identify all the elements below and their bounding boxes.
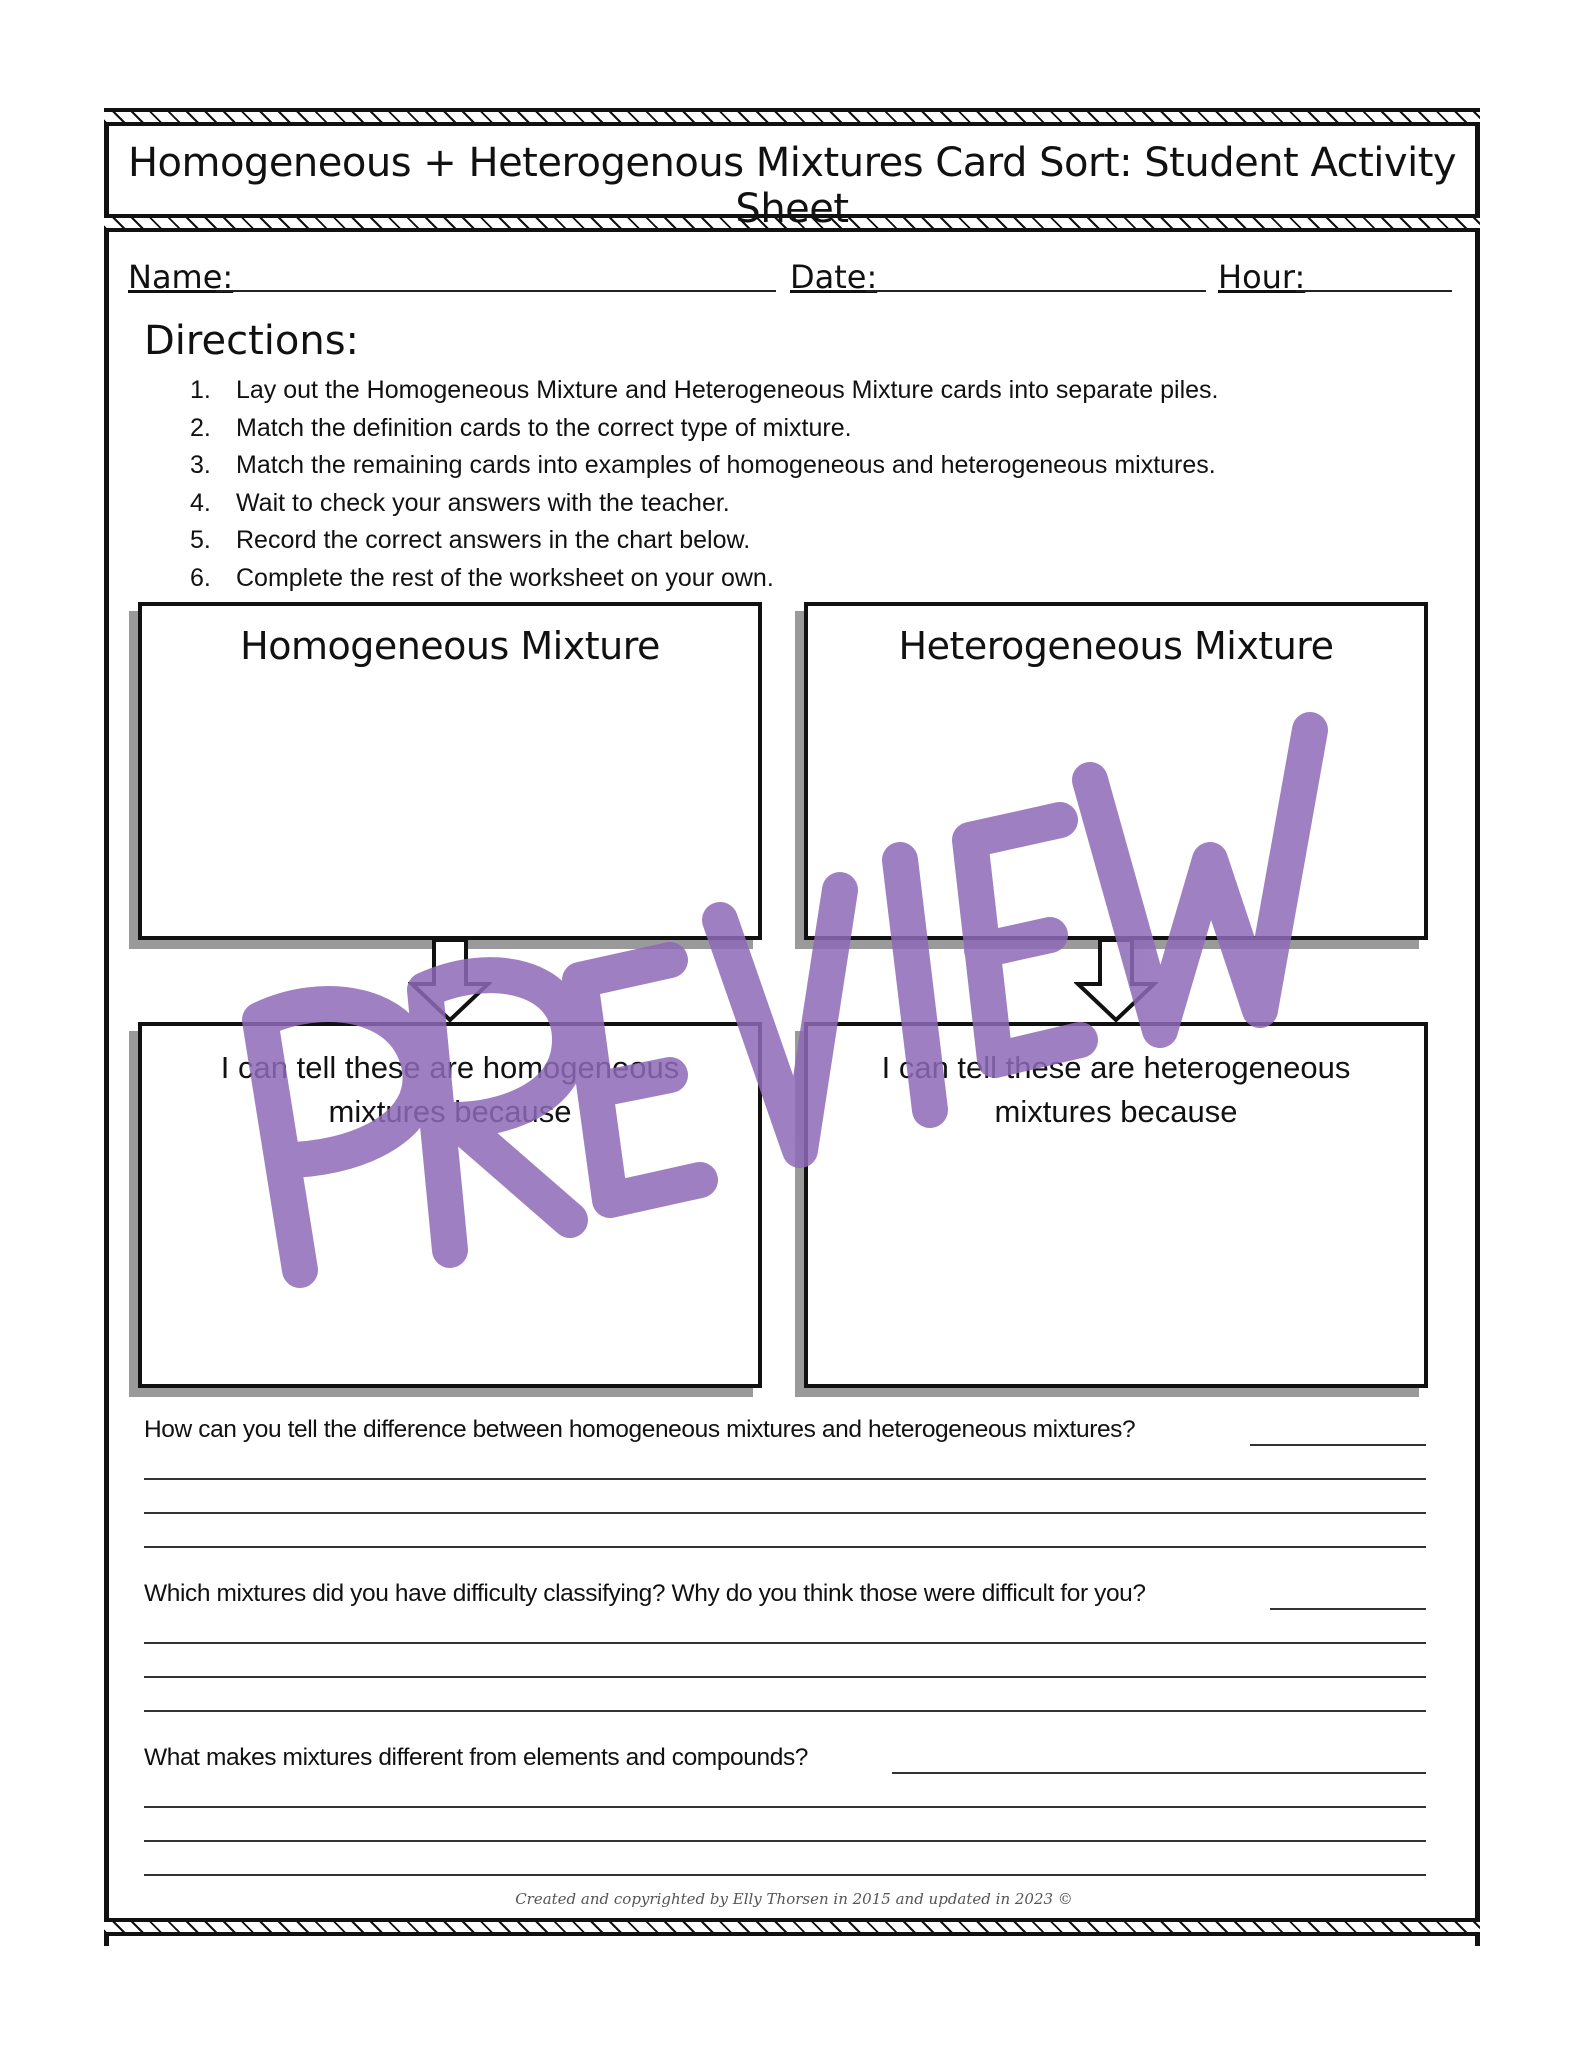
answer-line[interactable] (144, 1840, 1426, 1842)
answer-line[interactable] (144, 1512, 1426, 1514)
page-title: Homogeneous + Heterogenous Mixtures Card Sort: Student Activity Sheet (127, 140, 1457, 232)
direction-item: 6. Complete the rest of the worksheet on your own. (190, 563, 774, 592)
homogeneous-title: Homogeneous Mixture (240, 624, 660, 668)
directions-heading: Directions: (144, 318, 360, 364)
direction-item: 4. Wait to check your answers with the teacher. (190, 488, 730, 517)
answer-line[interactable] (144, 1806, 1426, 1808)
answer-line[interactable] (144, 1642, 1426, 1644)
direction-item: 2. Match the definition cards to the correct type of mixture. (190, 413, 852, 442)
homogeneous-reason-box[interactable] (138, 1022, 762, 1388)
answer-line[interactable] (1250, 1444, 1426, 1446)
answer-line[interactable] (892, 1772, 1426, 1774)
heterogeneous-box[interactable] (804, 602, 1428, 940)
date-label: Date: (790, 258, 878, 296)
heterogeneous-reason-prompt: I can tell these are heterogeneous mixtures because (881, 1050, 1351, 1129)
direction-item: 3. Match the remaining cards into examples of homogeneous and heterogeneous mixtures. (190, 451, 1216, 479)
answer-line[interactable] (144, 1710, 1426, 1712)
arrow-down-icon (408, 938, 492, 1024)
copyright-footer: Created and copyrighted by Elly Thorsen in 2015 and updated in 2023 © (515, 1890, 1073, 1908)
homogeneous-box[interactable] (138, 602, 762, 940)
hour-label: Hour: (1218, 258, 1306, 296)
homogeneous-reason-prompt: I can tell these are homogeneous mixtures because (220, 1050, 680, 1129)
answer-line[interactable] (144, 1546, 1426, 1548)
answer-line[interactable] (1270, 1608, 1426, 1610)
heterogeneous-title: Heterogeneous Mixture (898, 624, 1334, 668)
name-field[interactable] (216, 290, 776, 292)
question-1: How can you tell the difference between homogeneous mixtures and heterogeneous mixtures? (144, 1416, 1136, 1443)
date-field[interactable] (866, 290, 1206, 292)
top-border (104, 108, 1480, 126)
bottom-border (104, 1918, 1480, 1936)
direction-item: 5. Record the correct answers in the chart below. (190, 526, 751, 554)
answer-line[interactable] (144, 1874, 1426, 1876)
direction-item: 1. Lay out the Homogeneous Mixture and Heterogeneous Mixture cards into separate piles. (190, 376, 1219, 404)
name-label: Name: (128, 258, 234, 296)
question-2: Which mixtures did you have difficulty classifying? Why do you think those were difficult for you? (144, 1580, 1146, 1607)
directions-list (190, 372, 1219, 597)
hour-field[interactable] (1296, 290, 1452, 292)
question-3: What makes mixtures different from elements and compounds? (144, 1744, 809, 1771)
answer-line[interactable] (144, 1478, 1426, 1480)
heterogeneous-reason-box[interactable] (804, 1022, 1428, 1388)
answer-line[interactable] (144, 1676, 1426, 1678)
arrow-down-icon (1074, 938, 1158, 1024)
